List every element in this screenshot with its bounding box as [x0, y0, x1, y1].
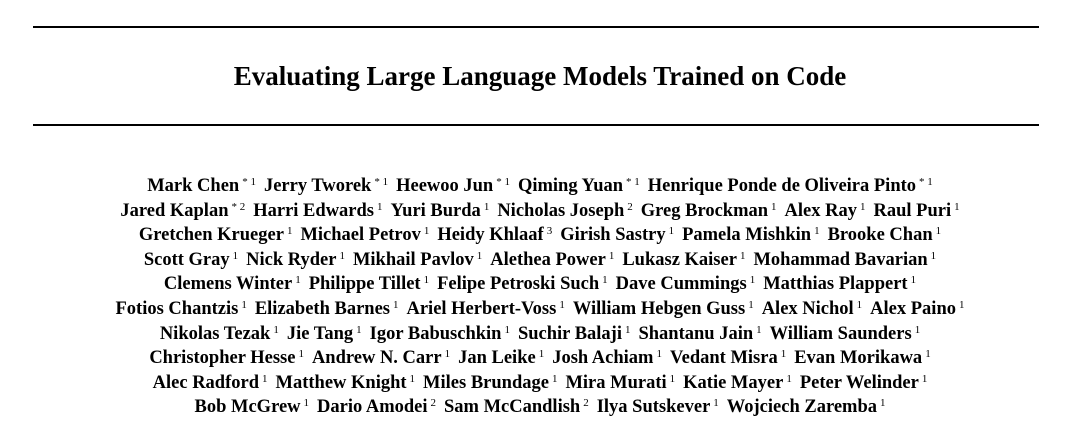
author-name: William Hebgen Guss	[572, 298, 746, 319]
author-affiliation-mark: * 2	[231, 200, 246, 213]
author	[770, 324, 921, 344]
author-name: Nicholas Joseph	[497, 200, 625, 221]
author	[874, 201, 960, 221]
author	[785, 201, 866, 221]
author-name: Evan Morikawa	[794, 348, 923, 369]
author	[727, 397, 886, 417]
author-name: Mikhail Pavlov	[352, 249, 474, 270]
author-affiliation-mark: 1	[356, 323, 362, 336]
author-affiliation-mark: 1	[339, 249, 345, 262]
author-name: Alethea Power	[490, 249, 606, 270]
author-affiliation-mark: 1	[856, 298, 863, 311]
author-affiliation-mark: 1	[910, 274, 917, 287]
author	[597, 397, 719, 417]
author-affiliation-mark: 1	[860, 200, 866, 213]
author	[497, 201, 632, 221]
author-name: Philippe Tillet	[308, 274, 421, 295]
author	[565, 373, 675, 393]
author-line	[0, 293, 1080, 318]
author	[396, 176, 510, 196]
author-affiliation-mark: 2	[430, 397, 436, 410]
author	[641, 201, 777, 221]
author-affiliation-mark: 1	[538, 348, 545, 361]
author-affiliation-mark: 1	[483, 200, 490, 213]
author	[616, 274, 756, 294]
author-name: Matthias Plappert	[763, 274, 908, 295]
author	[255, 299, 399, 319]
author-name: Peter Welinder	[799, 372, 919, 393]
author-affiliation-mark: 1	[880, 397, 886, 410]
author-name: Pamela Mishkin	[682, 225, 812, 246]
author-name: Alex Nichol	[761, 298, 854, 319]
author	[444, 397, 589, 417]
author-affiliation-mark: 1	[713, 397, 719, 410]
author-name: Fotios Chantzis	[115, 298, 239, 319]
author	[423, 373, 557, 393]
author	[370, 324, 510, 344]
author-affiliation-mark: 1	[409, 372, 416, 385]
author-name: Andrew N. Carr	[311, 348, 442, 369]
author	[683, 373, 792, 393]
author	[160, 324, 279, 344]
author-affiliation-mark: 1	[476, 249, 483, 262]
author-affiliation-mark: 1	[551, 372, 558, 385]
author-name: Jerry Tworek	[263, 176, 372, 196]
author	[762, 299, 862, 319]
author	[682, 225, 820, 245]
author-name: Harri Edwards	[253, 200, 374, 221]
author	[437, 225, 552, 245]
author-name: Mohammad Bavarian	[753, 249, 928, 270]
author	[560, 225, 674, 245]
author-affiliation-mark: 2	[627, 200, 633, 213]
author	[276, 373, 416, 393]
author	[458, 348, 544, 368]
author-name: Bob McGrew	[194, 397, 301, 418]
author-affiliation-mark: 1	[377, 200, 383, 213]
author-affiliation-mark: 1	[423, 225, 430, 238]
author-name: Sam McCandlish	[444, 397, 581, 418]
author	[406, 299, 564, 319]
author-line	[0, 268, 1080, 293]
author-line	[0, 244, 1080, 269]
author	[312, 348, 450, 368]
author-name: Henrique Ponde de Oliveira Pinto	[647, 176, 917, 196]
author-affiliation-mark: * 1	[496, 176, 510, 188]
author-line	[0, 367, 1080, 392]
author	[870, 299, 964, 319]
author	[153, 373, 268, 393]
author-name: Christopher Hesse	[149, 348, 296, 369]
author-affiliation-mark: 1	[935, 225, 942, 238]
author-affiliation-mark: 2	[583, 397, 589, 410]
author-affiliation-mark: 1	[771, 200, 777, 213]
author-name: Jie Tang	[286, 323, 354, 344]
author-affiliation-mark: * 1	[919, 176, 933, 188]
author-name: William Saunders	[769, 323, 912, 344]
author-line	[0, 195, 1080, 220]
author-line	[0, 342, 1080, 367]
author-line	[0, 391, 1080, 416]
author-affiliation-mark: 1	[656, 348, 662, 361]
author-affiliation-mark: 1	[786, 372, 792, 385]
author-name: Felipe Petroski Such	[437, 274, 600, 295]
author	[195, 397, 310, 417]
author-name: Alex Paino	[870, 298, 956, 319]
author-name: Jared Kaplan	[120, 200, 229, 221]
author	[518, 324, 631, 344]
author-name: Alex Ray	[784, 200, 857, 221]
author-affiliation-mark: 1	[756, 323, 762, 336]
author-name: Wojciech Zaremba	[726, 397, 877, 418]
author-name: Raul Puri	[873, 200, 952, 221]
author-affiliation-mark: 1	[286, 225, 293, 238]
author-affiliation-mark: 1	[232, 249, 239, 262]
author	[309, 274, 429, 294]
author-name: Heidy Khlaaf	[437, 225, 544, 246]
author-name: Michael Petrov	[300, 225, 421, 246]
author	[794, 348, 930, 368]
author-affiliation-mark: 1	[954, 200, 960, 213]
author-affiliation-mark: 1	[298, 348, 304, 361]
author	[149, 348, 304, 368]
author-affiliation-mark: * 1	[626, 176, 640, 188]
author-name: Matthew Knight	[275, 372, 407, 393]
author	[490, 250, 614, 270]
author-affiliation-mark: 1	[392, 298, 399, 311]
author-line	[0, 318, 1080, 343]
author-name: Suchir Balaji	[517, 323, 622, 344]
author-affiliation-mark: 3	[546, 225, 553, 238]
author-name: Katie Mayer	[683, 372, 784, 393]
author	[573, 299, 754, 319]
author-affiliation-mark: 1	[739, 249, 746, 262]
author-name: Lukasz Kaiser	[622, 249, 737, 270]
author-affiliation-mark: * 1	[374, 176, 389, 188]
author	[753, 250, 936, 270]
author-name: Nick Ryder	[246, 249, 337, 270]
author-affiliation-mark: 1	[749, 274, 756, 287]
author	[164, 274, 301, 294]
author-affiliation-mark: 1	[814, 225, 820, 238]
author-affiliation-mark: 1	[608, 249, 615, 262]
author-name: Ilya Sutskever	[596, 397, 711, 418]
author-line	[0, 219, 1080, 244]
author-affiliation-mark: 1	[914, 323, 921, 336]
author-name: Mira Murati	[565, 372, 667, 393]
author-name: Miles Brundage	[423, 372, 549, 393]
author-affiliation-mark: 1	[624, 323, 631, 336]
author-name: Vedant Misra	[669, 348, 778, 369]
author	[353, 250, 482, 270]
author	[670, 348, 786, 368]
author	[144, 250, 238, 270]
author	[648, 176, 933, 196]
author	[828, 225, 942, 245]
author	[763, 274, 916, 294]
author	[518, 176, 640, 196]
author	[246, 250, 345, 270]
author-name: Josh Achiam	[552, 348, 654, 369]
author	[800, 373, 928, 393]
author	[287, 324, 362, 344]
author-name: Elizabeth Barnes	[254, 298, 390, 319]
author	[638, 324, 761, 344]
author-affiliation-mark: 1	[668, 225, 675, 238]
author	[437, 274, 608, 294]
author-affiliation-mark: 1	[423, 274, 430, 287]
author-affiliation-mark: 1	[559, 298, 565, 311]
author	[391, 201, 490, 221]
author-affiliation-mark: 1	[921, 372, 928, 385]
author-name: Mark Chen	[147, 176, 240, 196]
author-affiliation-mark: 1	[669, 372, 676, 385]
author-line	[0, 170, 1080, 195]
author-affiliation-mark: 1	[504, 323, 510, 336]
paper-title: Evaluating Large Language Models Trained on Code	[233, 61, 847, 91]
author-affiliation-mark: 1	[602, 274, 608, 287]
author-name: Brooke Chan	[827, 225, 933, 246]
author-affiliation-mark: 1	[295, 274, 301, 287]
author-name: Ariel Herbert-Voss	[406, 298, 557, 319]
author	[139, 225, 293, 245]
top-rule	[33, 26, 1039, 28]
author-name: Gretchen Krueger	[138, 225, 284, 246]
author	[317, 397, 436, 417]
author	[120, 201, 245, 221]
author-name: Alec Radford	[152, 372, 259, 393]
author	[552, 348, 662, 368]
author-name: Shantanu Jain	[638, 323, 754, 344]
author	[622, 250, 745, 270]
author-list	[0, 170, 1080, 416]
author-affiliation-mark: 1	[444, 348, 451, 361]
author-affiliation-mark: 1	[959, 298, 965, 311]
author-affiliation-mark: 1	[780, 348, 787, 361]
author-affiliation-mark: 1	[303, 397, 310, 410]
author-affiliation-mark: 1	[241, 298, 247, 311]
author	[116, 299, 247, 319]
author-affiliation-mark: 1	[262, 372, 268, 385]
author-name: Qiming Yuan	[517, 176, 624, 196]
author-affiliation-mark: 1	[930, 249, 937, 262]
author-name: Clemens Winter	[163, 274, 293, 295]
author-name: Nikolas Tezak	[159, 323, 271, 344]
author-name: Igor Babuschkin	[369, 323, 502, 344]
author-name: Dave Cummings	[615, 274, 747, 295]
author-name: Greg Brockman	[640, 200, 769, 221]
author-name: Scott Gray	[143, 249, 230, 270]
author-name: Heewoo Jun	[396, 176, 494, 196]
author-affiliation-mark: 1	[925, 348, 931, 361]
author-affiliation-mark: 1	[273, 323, 279, 336]
author-name: Dario Amodei	[317, 397, 428, 418]
author-affiliation-mark: 1	[748, 298, 754, 311]
author-affiliation-mark: * 1	[242, 176, 256, 188]
author-name: Girish Sastry	[560, 225, 666, 246]
author	[147, 176, 256, 196]
bottom-rule	[33, 124, 1039, 126]
author	[253, 201, 382, 221]
author-name: Jan Leike	[458, 348, 536, 369]
author	[300, 225, 429, 245]
author	[264, 176, 388, 196]
author-name: Yuri Burda	[390, 200, 481, 221]
